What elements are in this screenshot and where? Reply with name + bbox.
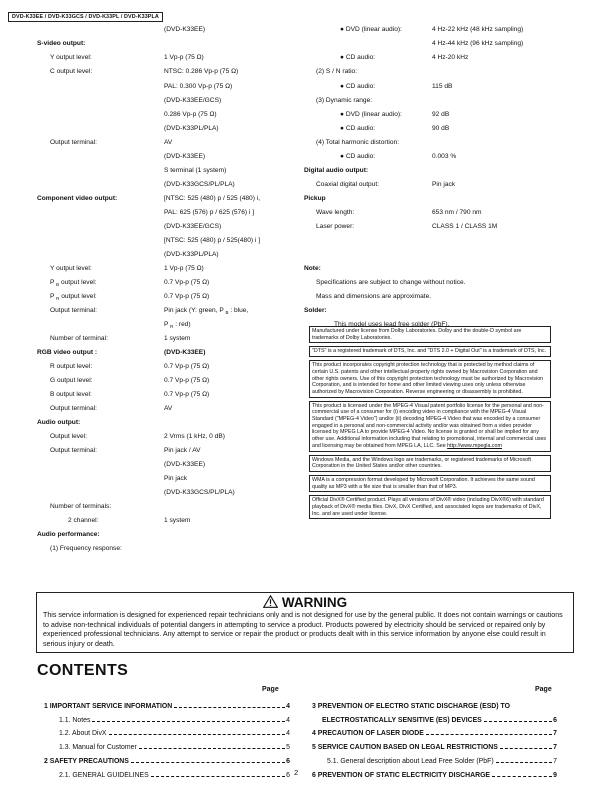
- model-header: DVD-K33EE / DVD-K33GCS / DVD-K33PL / DVD-K33PLA: [8, 12, 163, 22]
- spec-label: S-video output:: [37, 40, 86, 47]
- spec-label: (2) S / N ratio:: [316, 68, 358, 75]
- toc-entry-title: 5 SERVICE CAUTION BASED ON LEGAL RESTRICTIONS: [312, 744, 498, 752]
- toc-entry-title: 1.2. About DivX: [59, 730, 107, 738]
- toc-page-number: 4: [286, 716, 290, 724]
- mpegla-link[interactable]: http://www.mpegla.com: [447, 442, 502, 449]
- spec-label: ● DVD (linear audio):: [340, 111, 402, 118]
- notice-box: [309, 495, 551, 519]
- notice-text: "DTS" is a registered trademark of DTS, Inc. and "DTS 2.0 + Digital Out" is a trademark of DTS, Inc.: [312, 348, 547, 355]
- spec-label: Y output level:: [50, 265, 92, 272]
- spec-value: 115 dB: [432, 83, 453, 90]
- toc-leader: [151, 776, 285, 777]
- toc-leader: [139, 748, 285, 749]
- spec-value: 4 Hz-20 kHz: [432, 54, 469, 61]
- spec-label: Pickup: [304, 195, 326, 202]
- spec-label: This model uses lead free solder (PbF).: [334, 321, 450, 328]
- spec-value: 92 dB: [432, 111, 450, 118]
- spec-value: (DVD-K33GCS/PL/PLA): [164, 181, 235, 188]
- spec-label: Output terminal:: [50, 139, 97, 146]
- notice-box: [309, 475, 551, 492]
- spec-value: 90 dB: [432, 125, 450, 132]
- spec-value: 4 Hz-44 kHz (96 kHz sampling): [432, 40, 524, 47]
- spec-label: ● CD audio:: [340, 83, 376, 90]
- toc-entry[interactable]: [59, 717, 290, 725]
- toc-entry-title: 6 PREVENTION OF STATIC ELECTRICITY DISCHARGE: [312, 771, 491, 779]
- toc-page-number: 7: [553, 744, 557, 752]
- spec-label: Output level:: [50, 433, 88, 440]
- spec-value: (DVD-K33EE): [164, 349, 206, 356]
- toc-entry-title: 4 PRECAUTION OF LASER DIODE: [312, 730, 424, 738]
- spec-label: (4) Total harmonic distortion:: [316, 139, 400, 146]
- spec-label: 2 channel:: [68, 517, 99, 524]
- toc-leader: [174, 707, 285, 708]
- notice-box: [309, 401, 551, 452]
- notice-box: [309, 455, 551, 472]
- spec-label: (1) Frequency response:: [50, 545, 122, 552]
- spec-value: 0.7 Vp-p (75 Ω): [164, 377, 210, 384]
- spec-value: Pin jack / AV: [164, 447, 201, 454]
- toc-entry-title: 1.3. Manual for Customer: [59, 744, 137, 752]
- spec-value: PAL: 0.300 Vp-p (75 Ω): [164, 83, 233, 90]
- spec-value: 4 Hz-22 kHz (48 kHz sampling): [432, 26, 524, 33]
- toc-entry[interactable]: [44, 758, 290, 766]
- toc-entry-title: ELECTROSTATICALLY SENSITIVE (ES) DEVICES: [322, 716, 482, 724]
- toc-entry-title: 2.1. GENERAL GUIDELINES: [59, 771, 149, 779]
- spec-value: 1 Vp-p (75 Ω): [164, 54, 204, 61]
- spec-value: 2 Vrms (1 kHz, 0 dB): [164, 433, 225, 440]
- toc-entry-title: 1.1. Notes: [59, 716, 91, 724]
- spec-value: 653 nm / 790 nm: [432, 209, 482, 216]
- notice-text: WMA is a compression format developed by Microsoft Corporation. It achieves the same sound quality as MP3 with a file size that is smaller than that of MP3.: [312, 476, 535, 490]
- spec-value: [NTSC: 525 (480) p / 525(480) i ]: [164, 237, 261, 244]
- spec-label: Coaxial digital output:: [316, 181, 380, 188]
- spec-value: (DVD-K33PL/PLA): [164, 251, 219, 258]
- spec-label: Specifications are subject to change without notice.: [316, 279, 466, 286]
- toc-leader: [500, 748, 552, 749]
- toc-page-number: 7: [553, 757, 557, 765]
- toc-entry[interactable]: [312, 703, 557, 711]
- spec-value: 1 system: [164, 517, 191, 524]
- spec-value: 0.003 %: [432, 153, 457, 160]
- spec-value: 0.7 Vp-p (75 Ω): [164, 293, 210, 300]
- spec-label: Wave length:: [316, 209, 355, 216]
- spec-value: Pin jack (Y: green, P $_B$ : blue,: [164, 307, 249, 315]
- notice-text: Windows Media, and the Windows logo are trademarks, or registered trademarks of Microsoft Corporation in the United States and/or other countries.: [312, 456, 532, 470]
- spec-value: PAL: 625 (576) p / 625 (576) i ]: [164, 209, 255, 216]
- toc-entry[interactable]: [59, 730, 290, 738]
- spec-value: 0.286 Vp-p (75 Ω): [164, 111, 217, 118]
- toc-leader: [426, 734, 552, 735]
- spec-label: ● DVD (linear audio):: [340, 26, 402, 33]
- toc-page-number: 7: [553, 730, 557, 738]
- toc-entry[interactable]: [322, 717, 557, 725]
- warning-body: This service information is designed for experienced repair technicians only and is not designed for use by the general public. It does not contain warnings or cautions to advise non-technical individuals of potential dangers in attempting to service a product. Products powered by electricity should be serviced or repaired only by experienced professional technicians. Any attempt to service or repair the product or products dealt with in this service information by anyone else could result in serious injury or death.: [43, 611, 563, 648]
- spec-label: Number of terminals:: [50, 503, 112, 510]
- spec-label: Mass and dimensions are approximate.: [316, 293, 432, 300]
- spec-label: Y output level:: [50, 54, 92, 61]
- spec-value: Pin jack: [164, 475, 188, 482]
- spec-label: Note:: [304, 265, 321, 272]
- spec-value: [NTSC: 525 (480) p / 525 (480) i,: [164, 195, 261, 202]
- toc-page-number: 4: [286, 730, 290, 738]
- page-number: 2: [294, 768, 299, 777]
- spec-label: Audio output:: [37, 419, 81, 426]
- toc-entry[interactable]: [59, 744, 290, 752]
- spec-label: Output terminal:: [50, 405, 97, 412]
- spec-value: (DVD-K33EE/GCS): [164, 223, 222, 230]
- toc-leader: [484, 721, 552, 722]
- toc-leader: [131, 762, 285, 763]
- spec-label: Output terminal:: [50, 307, 97, 314]
- spec-label: Component video output:: [37, 195, 118, 202]
- license-notices: [309, 326, 551, 522]
- spec-value: 1 Vp-p (75 Ω): [164, 265, 204, 272]
- notice-text: Manufactured under license from Dolby Laboratories. Dolby and the double-D symbol are trademarks of Dolby Laboratories.: [312, 328, 522, 341]
- toc-page-number: 6: [553, 716, 557, 724]
- spec-label: (3) Dynamic range:: [316, 97, 373, 104]
- toc-entry[interactable]: [312, 730, 557, 738]
- spec-label: G output level:: [50, 377, 93, 384]
- spec-label: Output terminal:: [50, 447, 97, 454]
- toc-entry[interactable]: [312, 772, 557, 780]
- spec-value: 0.7 Vp-p (75 Ω): [164, 391, 210, 398]
- spec-value: (DVD-K33EE/GCS): [164, 97, 222, 104]
- spec-label: Number of terminal:: [50, 335, 108, 342]
- toc-leader: [109, 734, 286, 735]
- spec-label: C output level:: [50, 68, 93, 75]
- spec-value: CLASS 1 / CLASS 1M: [432, 223, 498, 230]
- toc-entry[interactable]: [59, 772, 290, 780]
- notice-box: [309, 326, 551, 343]
- spec-label: P $_R$ output level:: [50, 293, 97, 301]
- warning-box: [36, 592, 574, 653]
- notice-text: This product incorporates copyright protection technology that is protected by method claims of certain U.S. patents and other intellectual property rights owned by Macrovision Corporation and other rights owners. Use of this copyright protection technology must be authorized by Macrovision Corporation, and is intended for home and other limited viewing uses only unless otherwise authorized by Macrovision Corporation. Reverse engineering or disassembly is prohibited.: [312, 362, 544, 395]
- toc-page-number: 9: [553, 771, 557, 779]
- toc-entry-title: 5.1. General description about Lead Free Solder (PbF): [327, 757, 494, 765]
- spec-label: Digital audio output:: [304, 167, 369, 174]
- toc-leader: [496, 762, 553, 763]
- spec-label: RGB video output :: [37, 349, 98, 356]
- spec-value: NTSC: 0.286 Vp-p (75 Ω): [164, 68, 239, 75]
- contents-page-header-right: Page: [535, 686, 552, 693]
- spec-value: (DVD-K33PL/PLA): [164, 125, 219, 132]
- contents-title: CONTENTS: [37, 662, 129, 679]
- spec-value: AV: [164, 405, 173, 412]
- spec-label: ● CD audio:: [340, 125, 376, 132]
- toc-entry-title: 2 SAFETY PRECAUTIONS: [44, 757, 129, 765]
- toc-entry[interactable]: [44, 703, 290, 711]
- spec-value: AV: [164, 139, 173, 146]
- toc-entry[interactable]: [327, 758, 557, 766]
- spec-value: 1 system: [164, 335, 191, 342]
- notice-box: [309, 346, 551, 357]
- toc-leader: [492, 776, 552, 777]
- spec-label: ● CD audio:: [340, 153, 376, 160]
- toc-entry-title: 3 PREVENTION OF ELECTRO STATIC DISCHARGE (ESD) TO: [312, 703, 510, 710]
- spec-label: P $_B$ output level:: [50, 279, 97, 287]
- spec-value: 0.7 Vp-p (75 Ω): [164, 363, 210, 370]
- spec-label: ● CD audio:: [340, 54, 376, 61]
- toc-page-number: 6: [286, 757, 290, 765]
- spec-value: (DVD-K33EE): [164, 26, 206, 33]
- toc-page-number: 6: [286, 771, 290, 779]
- spec-value: Pin jack: [432, 181, 456, 188]
- warning-triangle-icon: [263, 595, 278, 608]
- spec-label: R output level:: [50, 363, 93, 370]
- spec-label: B output level:: [50, 391, 92, 398]
- spec-value: S terminal (1 system): [164, 167, 227, 174]
- notice-box: [309, 360, 551, 398]
- notice-text: This product is licensed under the MPEG-4 Visual patent portfolio license for the personal and non-commercial use of a consumer for (i) encoding video in compliance with the MPEG-4 Visual Standard ("MPEG-4 Video") and/or (ii) decoding MPEG-4 Video that was encoded by a consumer engaged in a personal and non-commercial activity and/or was obtained from a video provider licensed by MPEG LA to provide MPEG-4 Video. No license is granted or shall be implied for any other use. Additional information including that relating to promotional, internal and commercial uses and licensing may be obtained from MPEG LA, LLC. See http://www.mpegla.com: [312, 402, 547, 449]
- spec-value: (DVD-K33EE): [164, 153, 206, 160]
- toc-entry[interactable]: [312, 744, 557, 752]
- toc-leader: [92, 721, 285, 722]
- spec-value: P $_R$ : red): [164, 321, 191, 329]
- spec-label: Audio performance:: [37, 531, 100, 538]
- spec-value: (DVD-K33EE): [164, 461, 206, 468]
- contents-page-header-left: Page: [262, 686, 279, 693]
- warning-title: WARNING: [281, 595, 348, 610]
- toc-page-number: 4: [286, 703, 290, 710]
- spec-label: Solder:: [304, 307, 327, 314]
- spec-label: Laser power:: [316, 223, 355, 230]
- notice-text: Official DivX® Certified product. Plays all versions of DivX® video (including DivX®6) with standard playback of DivX® media files. DivX, DivX Certified, and associated logos are trademarks of DivX, Inc. and are used under license.: [312, 497, 544, 517]
- spec-value: 0.7 Vp-p (75 Ω): [164, 279, 210, 286]
- toc-page-number: 5: [286, 744, 290, 752]
- toc-entry-title: 1 IMPORTANT SERVICE INFORMATION: [44, 703, 173, 710]
- spec-value: (DVD-K33GCS/PL/PLA): [164, 489, 235, 496]
